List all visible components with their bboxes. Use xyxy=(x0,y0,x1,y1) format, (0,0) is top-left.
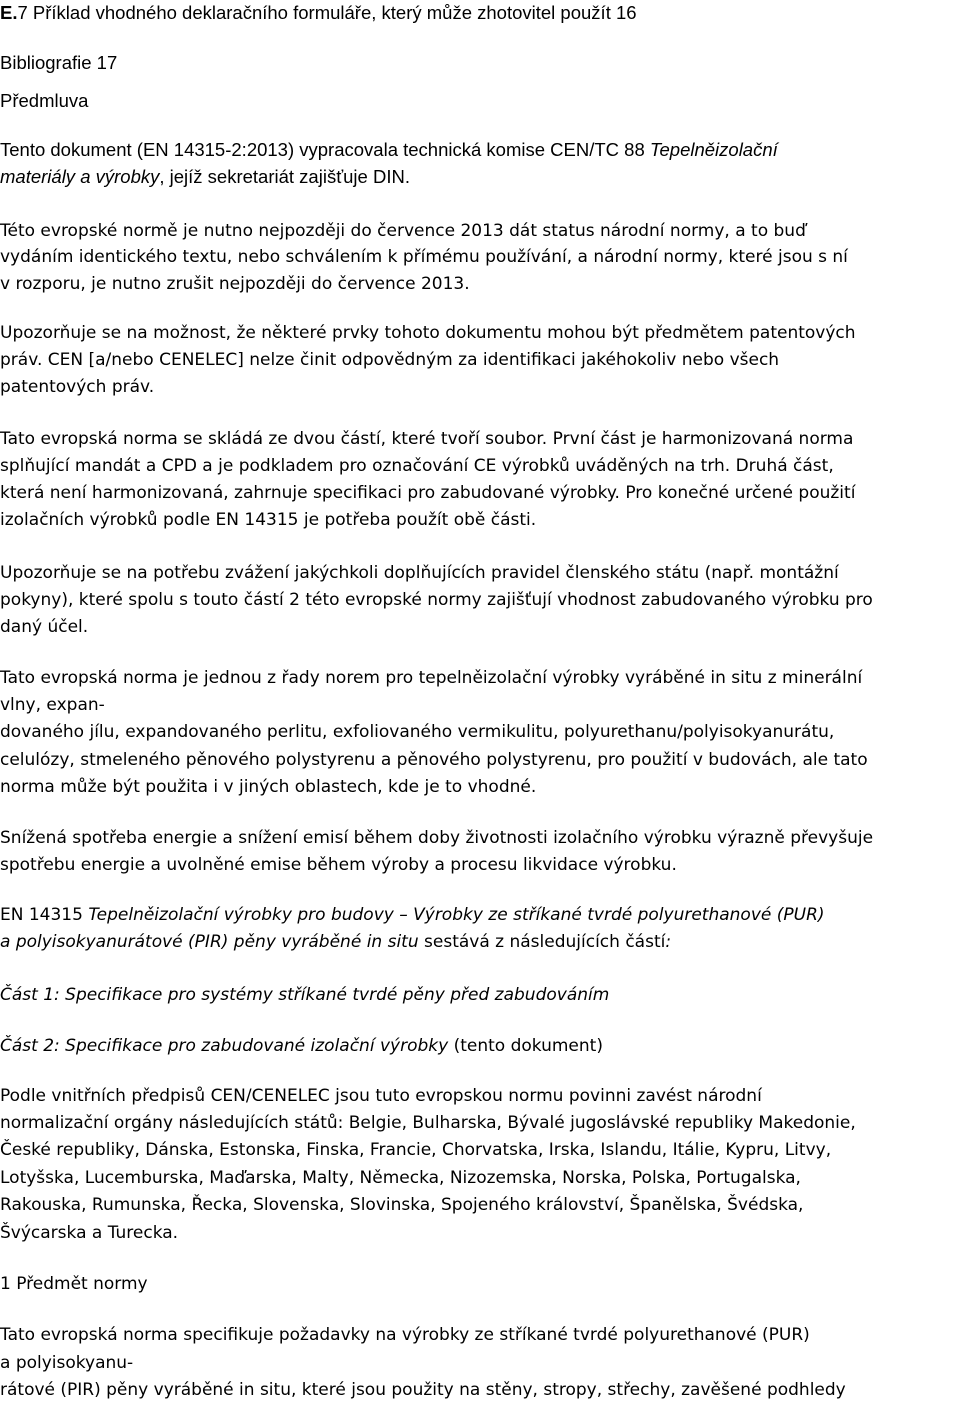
patents-line-2: práv. CEN [a/nebo CENELEC] nelze činit odpovědným za identifikaci jakéhokoliv nebo všech xyxy=(0,350,780,370)
en14315-line-1 xyxy=(0,907,825,924)
scope-line-2: a polyisokyanu- xyxy=(0,1353,134,1373)
parts-text-3: která není harmonizovaná, zahrnuje specifikaci pro zabudované výrobky. xyxy=(0,483,626,503)
scope-line-1: Tato evropská norma specifikuje požadavky na výrobky ze stříkané tvrdé polyurethanové (PUR) xyxy=(0,1325,810,1345)
cenlist-line-2: normalizační orgány následujících států: Belgie, Bulharska, Bývalé jugoslávské republiky Makedonie, xyxy=(0,1113,856,1133)
toc-entry-e7-text: 7 Příklad vhodného deklaračního formuláře, který může zhotovitel použít 16 xyxy=(17,2,637,23)
series-line-3: dovaného jílu, expandovaného perlitu, exfoliovaného vermikulitu, polyurethanu/polyisokyanurátu, xyxy=(0,722,835,742)
en14315-text: sestává z následujících částí xyxy=(418,932,666,952)
energy-line-1: Snížená spotřeba energie a snížení emisí během doby životnosti izolačního výrobku výrazně převyšuje xyxy=(0,828,874,848)
cenlist-line-1: Podle vnitřních předpisů CEN/CENELEC jsou tuto evropskou normu povinni zavést národní xyxy=(0,1086,762,1106)
intro-line-1 xyxy=(0,141,778,160)
intro-title-italic: Tepelněizolační xyxy=(649,139,778,160)
series-line-2: vlny, expan- xyxy=(0,695,105,715)
parts-text: Tato evropská norma se skládá ze dvou částí, které tvoří soubor. xyxy=(0,429,553,449)
foreword-heading: Předmluva xyxy=(0,90,89,111)
parts-line-4: izolačních výrobků podle EN 14315 je potřeba použít obě části. xyxy=(0,510,537,530)
intro-text: Tento dokument (EN 14315-2:2013) vypracovala technická komise CEN/TC 88 xyxy=(0,139,650,160)
status-line-1: Této evropské normě je nutno nejpozději do července 2013 dát status národní normy, a to buď xyxy=(0,221,806,241)
part-2-entry xyxy=(0,1038,603,1055)
parts-text-2: splňující mandát a CPD a je podkladem pro označování CE výrobků uváděných na trh. xyxy=(0,456,736,476)
en14315-title-italic: Tepelněizolační výrobky pro budovy – Výrobky ze stříkané tvrdé polyurethanové (PUR) xyxy=(88,905,825,925)
toc-entry-e7 xyxy=(0,4,637,23)
status-line-2: vydáním identického textu, nebo schválením k přímému používání, a národní normy, které jsou s ní xyxy=(0,247,848,267)
patents-line-1: Upozorňuje se na možnost, že některé prvky tohoto dokumentu mohou být předmětem patentových xyxy=(0,323,856,343)
national-line-3: daný účel. xyxy=(0,617,89,637)
parts-text-2b: Druhá část, xyxy=(735,456,834,476)
intro-title-italic-2: materiály a výrobky xyxy=(0,166,160,187)
national-text-b: montážní xyxy=(759,563,839,583)
toc-entry-bibliography: Bibliografie 17 xyxy=(0,52,118,73)
parts-line-2 xyxy=(0,458,834,475)
series-line-1: Tato evropská norma je jednou z řady norem pro tepelněizolační výrobky vyráběné in situ z minerální xyxy=(0,668,863,688)
intro-line-2 xyxy=(0,168,410,187)
series-line-5: norma může být použita i v jiných oblastech, kde je to vhodné. xyxy=(0,777,537,797)
cenlist-line-3: České republiky, Dánska, Estonska, Finska, Francie, Chorvatska, Irska, Islandu, Itálie, Kypru, Litvy, xyxy=(0,1140,832,1160)
part-2-label: Část 2: Specifikace pro zabudované izolační výrobky xyxy=(0,1036,449,1056)
part-2-suffix: (tento dokument) xyxy=(448,1036,603,1056)
national-line-1 xyxy=(0,565,839,582)
cenlist-line-5: Rakouska, Rumunska, Řecka, Slovenska, Slovinska, Spojeného království, Španělska, Švédska, xyxy=(0,1195,804,1215)
status-line-3: v rozporu, je nutno zrušit nejpozději do července 2013. xyxy=(0,274,470,294)
toc-entry-e7-prefix: E. xyxy=(0,2,18,23)
en14315-colon: : xyxy=(665,932,672,952)
parts-line-3 xyxy=(0,485,855,502)
national-line-2: pokyny), které spolu s touto částí 2 této evropské normy zajišťují vhodnost zabudovaného výrobku pro xyxy=(0,590,873,610)
energy-line-2: spotřebu energie a uvolněné emise během výroby a procesu likvidace výrobku. xyxy=(0,855,677,875)
en14315-line-2 xyxy=(0,934,671,951)
cenlist-line-4: Lotyšska, Lucemburska, Maďarska, Malty, Německa, Nizozemska, Norska, Polska, Portugalska, xyxy=(0,1168,801,1188)
scope-line-3: rátové (PIR) pěny vyráběné in situ, které jsou použity na stěny, stropy, střechy, zavěšené podhledy xyxy=(0,1380,846,1400)
series-line-4: celulózy, stmeleného pěnového polystyrenu a pěnového polystyrenu, pro použití v budovách, ale tato xyxy=(0,750,868,770)
en14315-code: EN 14315 xyxy=(0,905,89,925)
part-1-entry: Část 1: Specifikace pro systémy stříkané tvrdé pěny před zabudováním xyxy=(0,985,610,1005)
section-1-heading: 1 Předmět normy xyxy=(0,1274,148,1294)
parts-text-3b: Pro konečné určené použití xyxy=(625,483,856,503)
cenlist-line-6: Švýcarska a Turecka. xyxy=(0,1223,179,1243)
en14315-title-italic-2: a polyisokyanurátové (PIR) pěny vyráběné in situ xyxy=(0,932,419,952)
national-text: Upozorňuje se na potřebu zvážení jakýchkoli doplňujících pravidel členského státu (např. xyxy=(0,563,760,583)
patents-line-3: patentových práv. xyxy=(0,377,155,397)
intro-text-2: , jejíž sekretariát zajišťuje DIN. xyxy=(159,166,410,187)
parts-line-1 xyxy=(0,431,853,448)
parts-text-b: První část je harmonizovaná norma xyxy=(552,429,854,449)
